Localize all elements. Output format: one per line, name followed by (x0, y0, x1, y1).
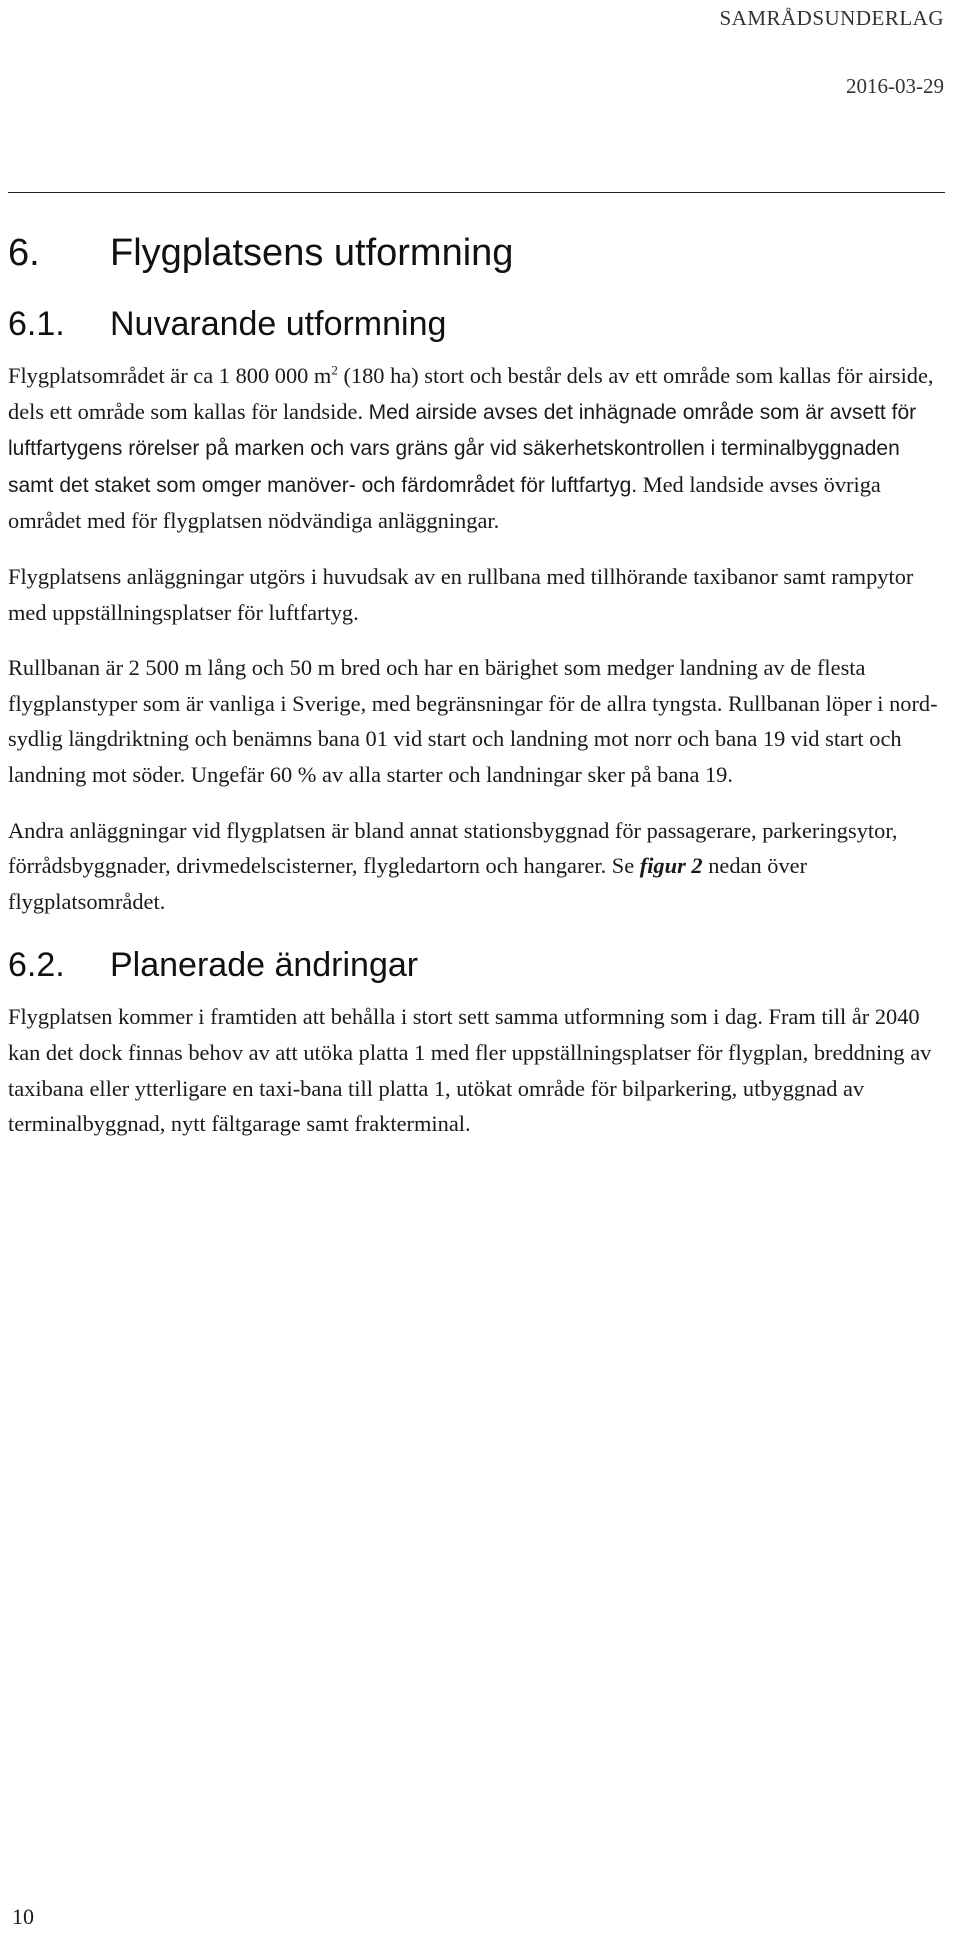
section-6-2-title: Planerade ändringar (110, 946, 419, 985)
page-number: 10 (12, 1904, 34, 1929)
paragraph-text: Flygplatsområdet är ca 1 800 000 m (8, 363, 332, 388)
section-6-2-heading (8, 941, 938, 989)
document-header-title: SAMRÅDSUNDERLAG (719, 6, 944, 30)
document-date: 2016-03-29 (846, 74, 944, 98)
paragraph-runway: Rullbanan är 2 500 m lång och 50 m bred och har en bärighet som medger landning av de flesta flygplanstyper som är vanliga i Sverige, med begränsningar för de allra tyngsta. Rullbanan löper i nord-sydlig längdriktning och benämns bana 01 vid start och landning mot norr och bana 19 vid start och landning mot söder. Ungefär 60 % av alla starter och landningar sker på bana 19. (8, 655, 938, 787)
paragraph-area-description (8, 358, 938, 539)
section-6-2-number: 6.2. (8, 946, 65, 985)
paragraph-text-landside: Med landside avses övriga området med för flygplatsen nödvändiga anläggningar. (8, 471, 881, 534)
paragraph-facilities: Flygplatsens anläggningar utgörs i huvudsak av en rullbana med tillhörande taxibanor samt rampytor med uppställningsplatser för luftfartyg. (8, 563, 914, 625)
section-6-number: 6. (8, 232, 40, 274)
paragraph-text: nedan över flygplatsområdet. (8, 853, 808, 914)
paragraph-other-facilities (8, 813, 938, 920)
section-6-1-heading (8, 300, 938, 348)
section-6-heading (8, 226, 938, 280)
section-6-title: Flygplatsens utformning (110, 232, 514, 274)
paragraph-text: Andra anläggningar vid flygplatsen är bland annat stationsbyggnad för passagerare, parkeringsytor, förrådsbyggnader, drivmedelscisterner, flygledartorn och hangarer. Se (8, 817, 898, 879)
page-content (8, 226, 938, 1162)
superscript-2: 2 (331, 362, 338, 378)
figure-reference-link[interactable]: figur 2 (639, 853, 703, 879)
paragraph-text-airside: Med airside avses det inhägnade område som är avsett för luftfartygens rörelser på marken och vars gräns går vid säkerhetskontrollen i terminalbyggnaden samt det staket som omger manöver- och färdområdet för luftfartyg. (8, 400, 917, 497)
paragraph-planned-changes: Flygplatsen kommer i framtiden att behålla i stort sett samma utformning som i dag. Fram till år 2040 kan det dock finnas behov av att utöka platta 1 med fler uppställningsplatser för flygplan, breddning av taxibana eller ytterligare en taxi-bana till platta 1, utökat område för bilparkering, utbyggnad av terminalbyggnad, nytt fältgarage samt frakterminal. (8, 1004, 932, 1137)
section-6-1-number: 6.1. (8, 305, 65, 343)
paragraph-text: (180 ha) stort och består dels av ett område som kallas för airside, dels ett område som kallas för landside. (8, 363, 934, 424)
header-divider (8, 192, 945, 193)
section-6-1-title: Nuvarande utformning (110, 305, 447, 343)
